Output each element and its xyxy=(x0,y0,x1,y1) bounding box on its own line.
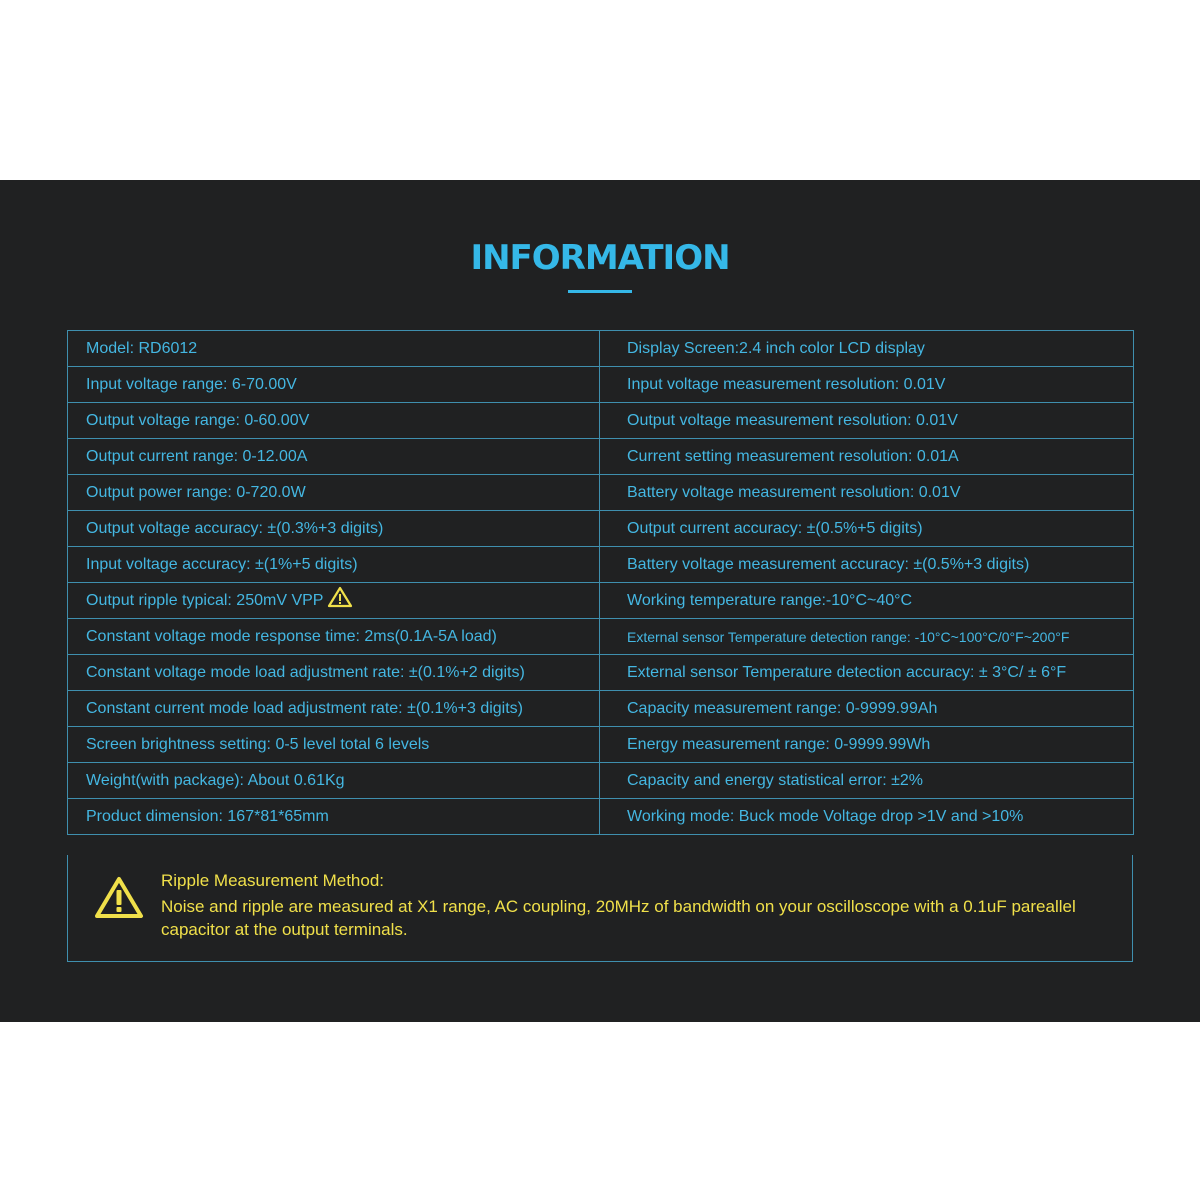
spec-cell: Working mode: Buck mode Voltage drop >1V and >10% xyxy=(600,799,1134,835)
table-row xyxy=(68,691,1134,727)
spec-cell: Energy measurement range: 0-9999.99Wh xyxy=(600,727,1134,763)
spec-cell-ripple xyxy=(68,583,600,619)
table-row xyxy=(68,367,1134,403)
spec-cell: Battery voltage measurement resolution: 0.01V xyxy=(600,475,1134,511)
spec-cell: Input voltage measurement resolution: 0.01V xyxy=(600,367,1134,403)
spec-cell: Output current accuracy: ±(0.5%+5 digits) xyxy=(600,511,1134,547)
table-row xyxy=(68,763,1134,799)
table-row xyxy=(68,439,1134,475)
note-body: Noise and ripple are measured at X1 range, AC coupling, 20MHz of bandwidth on your oscilloscope with a 0.1uF pareallel capacitor at the output terminals. xyxy=(161,897,1076,939)
spec-cell: Battery voltage measurement accuracy: ±(0.5%+3 digits) xyxy=(600,547,1134,583)
note-heading: Ripple Measurement Method: xyxy=(161,871,385,890)
spec-cell: Output voltage accuracy: ±(0.3%+3 digits) xyxy=(68,511,600,547)
spec-cell: Weight(with package): About 0.61Kg xyxy=(68,763,600,799)
spec-cell: Constant current mode load adjustment rate: ±(0.1%+3 digits) xyxy=(68,691,600,727)
spec-cell: Capacity measurement range: 0-9999.99Ah xyxy=(600,691,1134,727)
table-row xyxy=(68,475,1134,511)
spec-cell: Output voltage measurement resolution: 0.01V xyxy=(600,403,1134,439)
table-row xyxy=(68,403,1134,439)
warning-triangle-icon xyxy=(94,876,144,925)
title-underline xyxy=(568,290,632,293)
spec-cell: Current setting measurement resolution: 0.01A xyxy=(600,439,1134,475)
spec-cell: Constant voltage mode load adjustment rate: ±(0.1%+2 digits) xyxy=(68,655,600,691)
spec-cell: Product dimension: 167*81*65mm xyxy=(68,799,600,835)
table-row xyxy=(68,727,1134,763)
ripple-note xyxy=(67,855,1133,962)
spec-cell: External sensor Temperature detection range: -10°C~100°C/0°F~200°F xyxy=(600,619,1134,655)
table-row xyxy=(68,511,1134,547)
spec-cell: Input voltage accuracy: ±(1%+5 digits) xyxy=(68,547,600,583)
table-row xyxy=(68,619,1134,655)
warning-triangle-icon xyxy=(327,586,353,613)
page-title: INFORMATION xyxy=(470,238,730,278)
spec-cell: Working temperature range:-10°C~40°C xyxy=(600,583,1134,619)
spec-table xyxy=(67,330,1134,835)
spec-cell: Constant voltage mode response time: 2ms(0.1A-5A load) xyxy=(68,619,600,655)
spec-cell-ripple-text: Output ripple typical: 250mV VPP xyxy=(86,591,324,609)
spec-cell: Capacity and energy statistical error: ±2% xyxy=(600,763,1134,799)
table-row xyxy=(68,331,1134,367)
spec-cell: Screen brightness setting: 0-5 level total 6 levels xyxy=(68,727,600,763)
table-row xyxy=(68,583,1134,619)
spec-cell: Output power range: 0-720.0W xyxy=(68,475,600,511)
table-row xyxy=(68,799,1134,835)
table-row xyxy=(68,655,1134,691)
spec-cell: Model: RD6012 xyxy=(68,331,600,367)
spec-cell: External sensor Temperature detection accuracy: ± 3°C/ ± 6°F xyxy=(600,655,1134,691)
spec-cell: Input voltage range: 6-70.00V xyxy=(68,367,600,403)
table-row xyxy=(68,547,1134,583)
spec-cell: Display Screen:2.4 inch color LCD display xyxy=(600,331,1134,367)
spec-cell: Output current range: 0-12.00A xyxy=(68,439,600,475)
spec-cell: Output voltage range: 0-60.00V xyxy=(68,403,600,439)
